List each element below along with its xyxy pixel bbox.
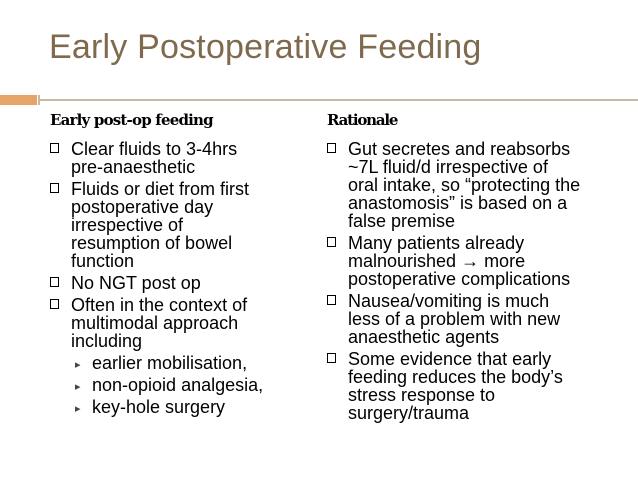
list-item <box>50 140 320 176</box>
list-item-text: Nausea/vomiting is much less of a problem with new anaesthetic agents <box>348 291 561 347</box>
right-bullet-list <box>327 140 632 422</box>
arrow-bullet-icon: ▸ <box>75 359 81 371</box>
arrow-bullet-icon: ▸ <box>75 403 81 415</box>
square-bullet-icon <box>50 143 59 153</box>
square-bullet-icon <box>50 183 59 193</box>
square-bullet-icon <box>327 295 336 305</box>
list-item <box>327 292 632 346</box>
square-bullet-icon <box>50 277 59 287</box>
sub-list-item-text: key-hole surgery <box>92 397 226 417</box>
right-arrow-icon: → <box>461 251 480 271</box>
right-column-heading: Rationale <box>327 111 398 129</box>
title-accent-bar <box>0 95 37 105</box>
list-item <box>50 296 320 416</box>
list-item-text: Gut secretes and reabsorbs ~7L fluid/d irrespective of oral intake, so “protecting the anastomosis” is based on a false premise <box>348 139 581 231</box>
list-item-text: Fluids or diet from first postoperative day irrespective of resumption of bowel function <box>71 179 250 271</box>
list-item-text: Often in the context of multimodal approach including <box>71 295 248 351</box>
sub-list-item <box>71 376 320 394</box>
list-item-text-part-a: Many patients already malnourished <box>348 233 525 271</box>
sub-list-item <box>71 398 320 416</box>
sub-bullet-list <box>71 354 320 416</box>
square-bullet-icon <box>327 353 336 363</box>
left-column-heading: Early post-op feeding <box>50 111 213 129</box>
sub-list-item <box>71 354 320 372</box>
list-item <box>50 274 320 292</box>
list-item <box>327 234 632 288</box>
sub-list-item-text: earlier mobilisation, <box>92 353 248 373</box>
square-bullet-icon <box>327 237 336 247</box>
square-bullet-icon <box>327 143 336 153</box>
right-column <box>327 110 632 426</box>
square-bullet-icon <box>50 299 59 309</box>
left-bullet-list <box>50 140 320 416</box>
list-item-text: Clear fluids to 3-4hrs pre-anaesthetic <box>71 139 238 177</box>
title-divider-line <box>40 99 638 101</box>
left-column <box>50 110 320 420</box>
arrow-bullet-icon: ▸ <box>75 381 81 393</box>
list-item <box>327 350 632 422</box>
list-item <box>50 180 320 270</box>
sub-list-item-text: non-opioid analgesia, <box>92 375 264 395</box>
list-item-text: Some evidence that early feeding reduces the body’s stress response to surgery/trauma <box>348 349 563 423</box>
list-item <box>327 140 632 230</box>
list-item-text-part-b: more postoperative complications <box>348 251 571 289</box>
list-item-text: No NGT post op <box>71 273 201 293</box>
slide-title: Early Postoperative Feeding <box>49 28 482 66</box>
